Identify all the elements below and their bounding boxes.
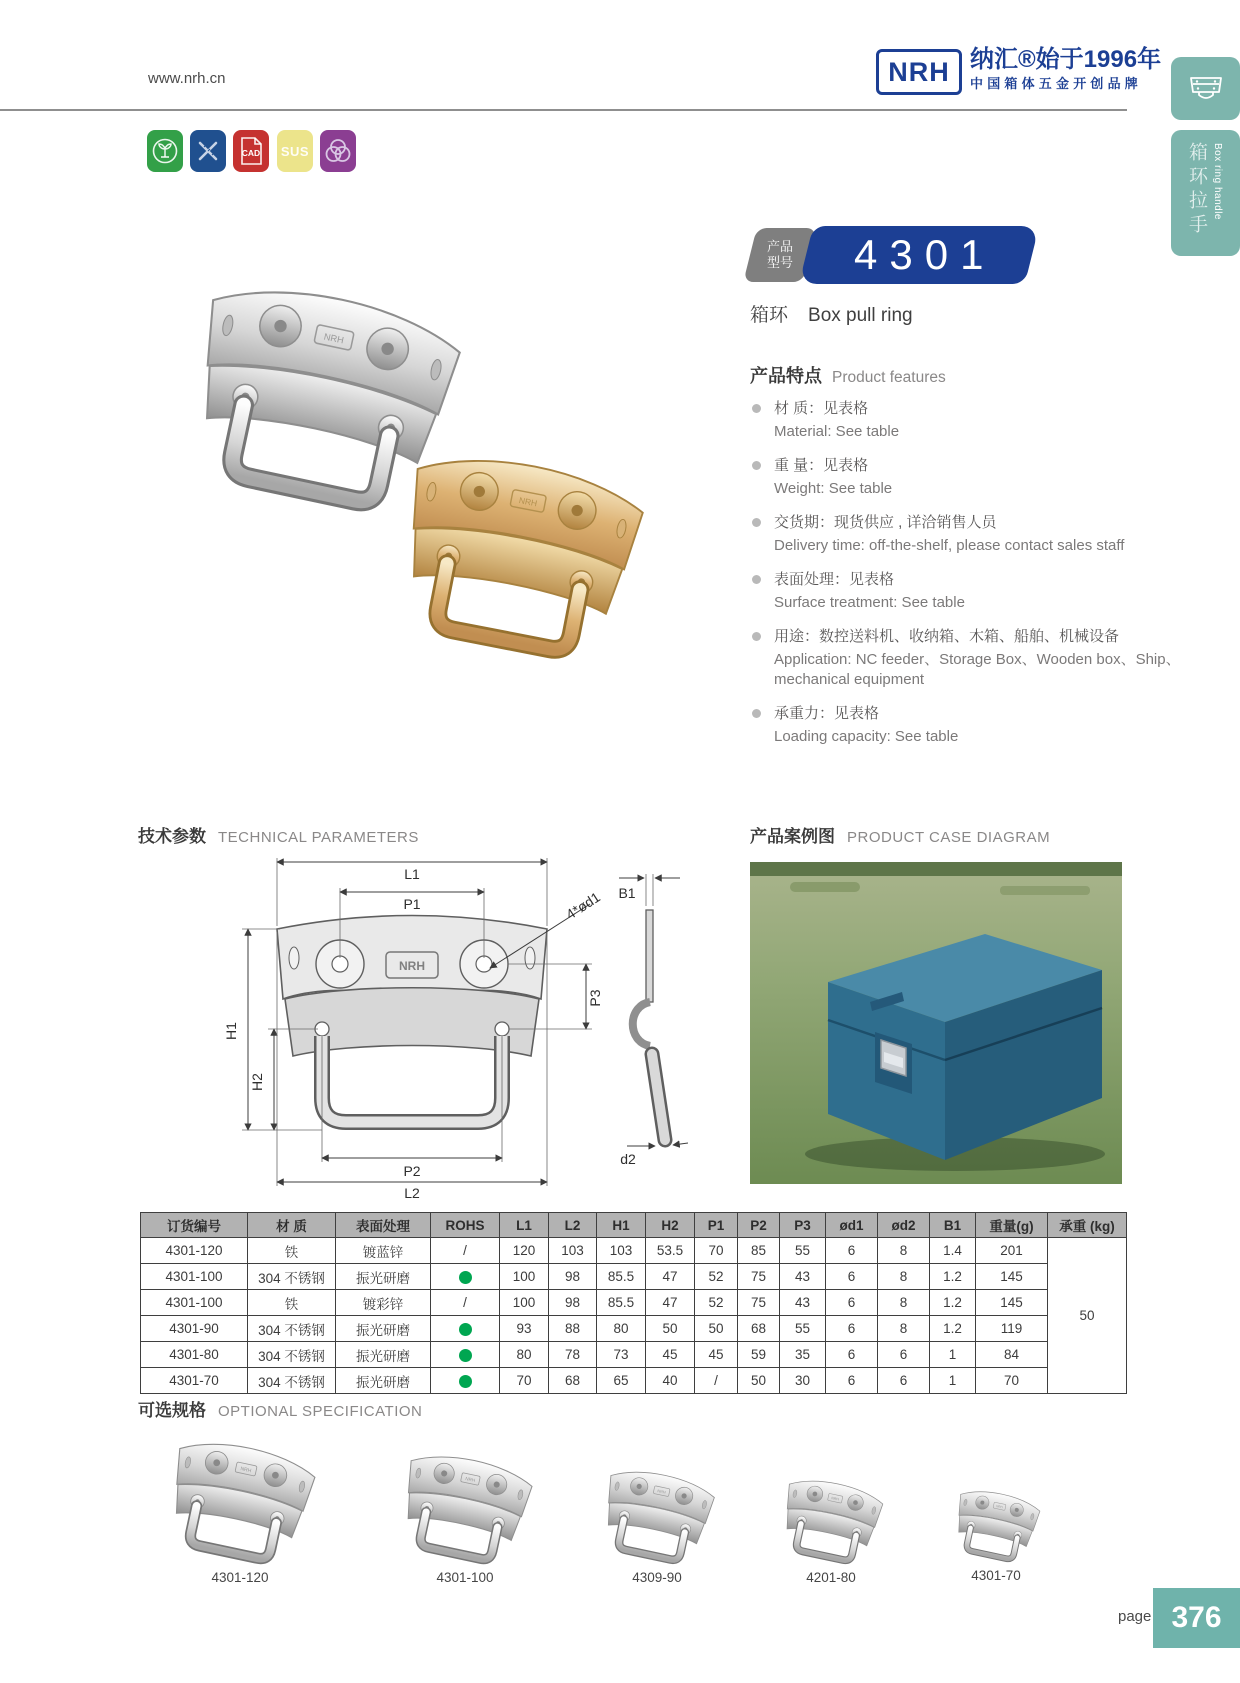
optional-model-label: 4301-100: [436, 1570, 494, 1585]
table-cell: 304 不锈钢: [248, 1264, 336, 1290]
table-cell: 1: [930, 1342, 976, 1368]
sus-icon: [277, 130, 313, 172]
dim-l2: L2: [404, 1185, 420, 1198]
optional-thumb: [764, 1461, 899, 1576]
table-row: [141, 1316, 1127, 1342]
table-cell: 8: [878, 1290, 930, 1316]
table-cell: 8: [878, 1238, 930, 1264]
table-cell: 镀彩锌: [336, 1290, 431, 1316]
feature-item: [750, 703, 1228, 747]
column-header: P3: [780, 1213, 826, 1238]
cad-icon-label: CAD: [241, 148, 261, 158]
bullet-icon: [752, 518, 761, 527]
table-cell: 304 不锈钢: [248, 1368, 336, 1394]
page-label: page: [1118, 1608, 1152, 1625]
table-cell: 8: [878, 1316, 930, 1342]
optional-model-label: 4201-80: [806, 1570, 856, 1585]
optional-thumb: [143, 1415, 337, 1580]
technical-heading-zh: 技术参数: [138, 827, 206, 846]
table-cell: 85.5: [597, 1290, 646, 1316]
table-cell: 30: [780, 1368, 826, 1394]
features-title-zh: 产品特点: [750, 366, 822, 386]
rohs-pass-dot: [459, 1323, 472, 1336]
table-cell: [431, 1368, 500, 1394]
column-header: L2: [549, 1213, 597, 1238]
model-badge-line2: 型号: [766, 255, 793, 270]
table-cell: 304 不锈钢: [248, 1342, 336, 1368]
features-title: [750, 362, 946, 388]
feature-item: [750, 569, 1228, 613]
table-cell: 120: [500, 1238, 549, 1264]
column-header: ød2: [878, 1213, 930, 1238]
load-capacity-cell: 50: [1048, 1238, 1127, 1394]
table-cell: 6: [826, 1368, 878, 1394]
table-cell: 4301-80: [141, 1342, 248, 1368]
table-cell: 镀蓝锌: [336, 1238, 431, 1264]
table-cell: 45: [646, 1342, 695, 1368]
features-title-en: Product features: [832, 369, 946, 386]
column-header: 订货编号: [141, 1213, 248, 1238]
brand-line1: 纳汇®始于1996年: [970, 46, 1162, 73]
table-cell: 85: [738, 1238, 780, 1264]
optional-model-label: 4301-70: [971, 1568, 1021, 1583]
header-divider: [0, 109, 1127, 111]
table-body: [141, 1238, 1127, 1394]
table-cell: 8: [878, 1264, 930, 1290]
optional-item: [772, 1472, 890, 1585]
column-header: 重量(g): [976, 1213, 1048, 1238]
category-label-zh: 箱环拉手: [1186, 142, 1207, 238]
table-row: [141, 1238, 1127, 1264]
table-cell: /: [431, 1238, 500, 1264]
feature-item: [750, 512, 1228, 556]
feature-item: [750, 626, 1228, 690]
column-header: 表面处理: [336, 1213, 431, 1238]
table-cell: 201: [976, 1238, 1048, 1264]
optional-heading-en: OPTIONAL SPECIFICATION: [218, 1403, 423, 1420]
table-cell: 40: [646, 1368, 695, 1394]
table-cell: 70: [976, 1368, 1048, 1394]
table-cell: 50: [646, 1316, 695, 1342]
table-cell: [431, 1316, 500, 1342]
dim-b1: B1: [618, 885, 636, 901]
table-cell: 84: [976, 1342, 1048, 1368]
table-cell: 6: [826, 1342, 878, 1368]
table-cell: 6: [826, 1316, 878, 1342]
column-header: B1: [930, 1213, 976, 1238]
sus-icon-label: SUS: [280, 143, 310, 159]
dim-h2: H2: [249, 1073, 265, 1091]
table-header-row: [141, 1213, 1127, 1238]
model-number: 4301: [854, 231, 996, 278]
feature-text-zh: 承重力：见表格: [774, 705, 880, 723]
table-cell: 43: [780, 1264, 826, 1290]
table-cell: 4301-120: [141, 1238, 248, 1264]
table-cell: 75: [738, 1290, 780, 1316]
feature-text-en: Application: NC feeder、Storage Box、Wooden box、Ship、mechanical equipment: [774, 650, 1181, 688]
table-cell: 1.2: [930, 1264, 976, 1290]
feature-text-en: Surface treatment: See table: [774, 593, 965, 611]
table-cell: 振光研磨: [336, 1342, 431, 1368]
page-number-box: [1153, 1588, 1240, 1648]
model-badge-line1: 产品: [766, 238, 793, 254]
optional-model-label: 4309-90: [632, 1570, 682, 1585]
optional-item: [592, 1462, 722, 1585]
table-cell: 93: [500, 1316, 549, 1342]
optional-item: [389, 1445, 541, 1585]
table-cell: 145: [976, 1264, 1048, 1290]
nrh-logo-text: NRH: [888, 56, 950, 87]
bullet-icon: [752, 632, 761, 641]
dim-d1: 4*ød1: [562, 888, 603, 923]
table-cell: 55: [780, 1238, 826, 1264]
optional-thumb: [939, 1474, 1053, 1571]
case-heading: [750, 822, 1050, 847]
rohs-pass-dot: [459, 1271, 472, 1284]
table-cell: 6: [878, 1342, 930, 1368]
feature-item: [750, 398, 1228, 442]
column-header: ød1: [826, 1213, 878, 1238]
column-header: P2: [738, 1213, 780, 1238]
category-tab-box-ring-handle[interactable]: [1171, 130, 1240, 256]
table-cell: 6: [826, 1290, 878, 1316]
table-cell: 1.4: [930, 1238, 976, 1264]
table-cell: 1: [930, 1368, 976, 1394]
feature-text-zh: 重 量：见表格: [774, 457, 869, 474]
table-cell: 52: [695, 1264, 738, 1290]
optional-item: [946, 1484, 1046, 1583]
model-banner: [799, 226, 1039, 284]
dim-p3: P3: [587, 989, 603, 1007]
table-cell: 59: [738, 1342, 780, 1368]
feature-text-zh: 交货期：现货供应 , 详洽销售人员: [774, 514, 997, 531]
table-cell: 304 不锈钢: [248, 1316, 336, 1342]
table-cell: 35: [780, 1342, 826, 1368]
table-cell: 68: [738, 1316, 780, 1342]
table-row: [141, 1264, 1127, 1290]
table-cell: 75: [738, 1264, 780, 1290]
table-cell: 78: [549, 1342, 597, 1368]
column-header: ROHS: [431, 1213, 500, 1238]
technical-heading-en: TECHNICAL PARAMETERS: [218, 829, 419, 846]
feature-text-zh: 材 质：见表格: [774, 400, 869, 417]
bullet-icon: [752, 709, 761, 718]
dim-l1: L1: [404, 866, 420, 882]
table-cell: 振光研磨: [336, 1264, 431, 1290]
table-cell: 100: [500, 1264, 549, 1290]
brand-line2: 中国箱体五金开创品牌: [970, 75, 1143, 91]
table-cell: [431, 1342, 500, 1368]
table-cell: 6: [826, 1238, 878, 1264]
feature-text-zh: 表面处理：见表格: [774, 571, 895, 588]
table-cell: 85.5: [597, 1264, 646, 1290]
column-header: L1: [500, 1213, 549, 1238]
category-label-en: Box ring handle: [1212, 143, 1223, 220]
feature-text-en: Weight: See table: [774, 479, 893, 497]
table-cell: 4301-100: [141, 1290, 248, 1316]
cad-icon: [233, 130, 269, 172]
optional-thumb: [583, 1450, 731, 1577]
rohs-pass-dot: [459, 1375, 472, 1388]
table-cell: 80: [597, 1316, 646, 1342]
product-name: [750, 300, 913, 327]
table-cell: 1.2: [930, 1290, 976, 1316]
optional-item: [155, 1431, 325, 1585]
feature-text-zh: 用途：数控送料机、收纳箱、木箱、船舶、机械设备: [774, 628, 1120, 645]
bullet-icon: [752, 575, 761, 584]
table-cell: 铁: [248, 1290, 336, 1316]
table-cell: 50: [738, 1368, 780, 1394]
table-cell: 4301-90: [141, 1316, 248, 1342]
category-tab-icon[interactable]: [1171, 57, 1240, 120]
table-cell: 80: [500, 1342, 549, 1368]
table-cell: 145: [976, 1290, 1048, 1316]
table-cell: 1.2: [930, 1316, 976, 1342]
feature-text-en: Loading capacity: See table: [774, 728, 959, 745]
table-cell: 4301-100: [141, 1264, 248, 1290]
product-case-photo: [750, 862, 1122, 1184]
technical-heading: [138, 822, 419, 847]
dim-h1: H1: [223, 1022, 239, 1040]
bullet-icon: [752, 461, 761, 470]
column-header: P1: [695, 1213, 738, 1238]
bullet-icon: [752, 404, 761, 413]
product-name-en: Box pull ring: [808, 305, 913, 326]
features-list: [750, 398, 1228, 760]
column-header: H2: [646, 1213, 695, 1238]
drawing-logo: NRH: [399, 959, 425, 973]
tools-icon: [190, 130, 226, 172]
table-cell: 103: [549, 1238, 597, 1264]
box-handle-icon: [1186, 72, 1226, 106]
table-cell: 73: [597, 1342, 646, 1368]
table-cell: [431, 1264, 500, 1290]
table-cell: 70: [500, 1368, 549, 1394]
table-row: [141, 1342, 1127, 1368]
table-cell: 100: [500, 1290, 549, 1316]
table-cell: 4301-70: [141, 1368, 248, 1394]
feature-item: [750, 455, 1228, 499]
site-url: www.nrh.cn: [148, 70, 226, 87]
table-cell: 70: [695, 1238, 738, 1264]
optional-thumb: [378, 1430, 551, 1578]
table-cell: 98: [549, 1290, 597, 1316]
table-cell: 6: [826, 1264, 878, 1290]
eco-icon: [147, 130, 183, 172]
rohs-pass-dot: [459, 1349, 472, 1362]
table-cell: 铁: [248, 1238, 336, 1264]
table-cell: 53.5: [646, 1238, 695, 1264]
column-header: H1: [597, 1213, 646, 1238]
table-cell: 45: [695, 1342, 738, 1368]
table-cell: 103: [597, 1238, 646, 1264]
table-cell: 55: [780, 1316, 826, 1342]
dim-p1: P1: [403, 896, 421, 912]
case-heading-zh: 产品案例图: [750, 827, 835, 846]
table-cell: 振光研磨: [336, 1316, 431, 1342]
page-number: 376: [1171, 1601, 1222, 1634]
feature-text-en: Material: See table: [774, 422, 900, 440]
dim-d2: d2: [620, 1151, 636, 1167]
table-cell: 47: [646, 1264, 695, 1290]
product-photo-gold: [360, 413, 679, 684]
dim-p2: P2: [403, 1163, 421, 1179]
table-cell: 47: [646, 1290, 695, 1316]
table-cell: 65: [597, 1368, 646, 1394]
product-name-zh: 箱环: [750, 305, 789, 326]
optional-model-label: 4301-120: [211, 1570, 269, 1585]
table-cell: 52: [695, 1290, 738, 1316]
case-heading-en: PRODUCT CASE DIAGRAM: [847, 829, 1051, 846]
table-cell: 98: [549, 1264, 597, 1290]
table-cell: 6: [878, 1368, 930, 1394]
column-header: 材 质: [248, 1213, 336, 1238]
table-cell: 43: [780, 1290, 826, 1316]
table-cell: /: [695, 1368, 738, 1394]
table-row: [141, 1368, 1127, 1394]
table-cell: 119: [976, 1316, 1048, 1342]
brand-tagline: [970, 46, 1161, 92]
feature-text-en: Delivery time: off-the-shelf, please contact sales staff: [774, 536, 1125, 554]
table-cell: 68: [549, 1368, 597, 1394]
table-cell: 88: [549, 1316, 597, 1342]
table-cell: 振光研磨: [336, 1368, 431, 1394]
column-header: 承重 (kg): [1048, 1213, 1127, 1238]
optional-heading-zh: 可选规格: [138, 1401, 206, 1420]
rings-icon: [320, 130, 356, 172]
table-cell: 50: [695, 1316, 738, 1342]
technical-drawing: [122, 846, 688, 1198]
spec-table: [140, 1212, 1127, 1394]
table-row: [141, 1290, 1127, 1316]
nrh-logo: [876, 49, 962, 95]
table-cell: /: [431, 1290, 500, 1316]
